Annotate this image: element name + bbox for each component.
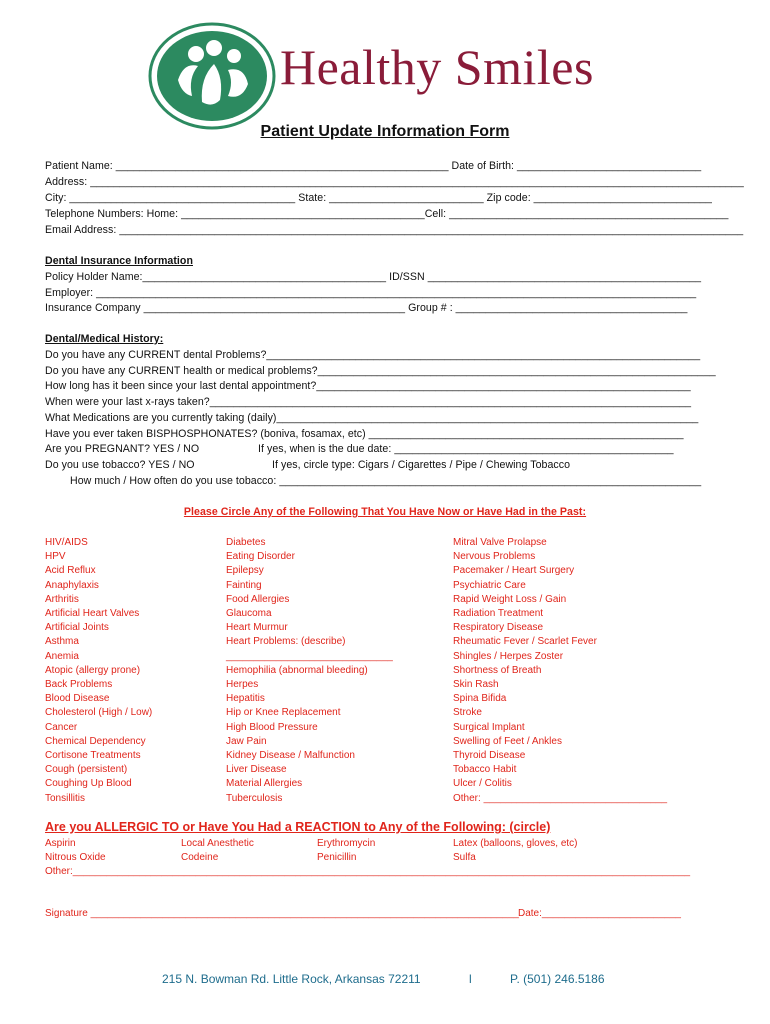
condition-item[interactable]: Tonsillitis xyxy=(45,792,86,804)
condition-item[interactable]: Surgical Implant xyxy=(453,721,525,733)
condition-item[interactable]: HPV xyxy=(45,551,66,563)
condition-item[interactable]: Asthma xyxy=(45,636,79,648)
allergy-item[interactable]: Penicillin xyxy=(317,852,357,863)
patient-name-line[interactable]: Patient Name: ________________________________________________________ Date of Birth: _______________________________ xyxy=(45,160,702,172)
condition-item[interactable]: Jaw Pain xyxy=(226,735,267,747)
condition-item[interactable]: Kidney Disease / Malfunction xyxy=(226,750,355,762)
history-q-dental[interactable]: Do you have any CURRENT dental Problems?_________________________________________________________________________ xyxy=(45,349,701,361)
employer-line[interactable]: Employer: _____________________________________________________________________________________________________ xyxy=(45,287,697,299)
condition-item[interactable]: Spina Bifida xyxy=(453,693,507,705)
history-q-tobacco-frequency[interactable]: How much / How often do you use tobacco: _______________________________________________________________________ xyxy=(70,475,702,487)
condition-item[interactable]: Hemophilia (abnormal bleeding) xyxy=(226,664,368,676)
allergy-other-line[interactable]: Other:_______________________________________________________________________________________________________________ xyxy=(45,866,691,877)
conditions-col-3 xyxy=(453,536,667,806)
history-q-health[interactable]: Do you have any CURRENT health or medical problems?___________________________________________________________________ xyxy=(45,365,716,377)
condition-item[interactable]: Swelling of Feet / Ankles xyxy=(453,735,562,747)
condition-item[interactable]: Tobacco Habit xyxy=(453,764,517,776)
history-q-xrays[interactable]: When were your last x-rays taken?_________________________________________________________________________________ xyxy=(45,396,692,408)
history-q-tobacco-type[interactable]: If yes, circle type: Cigars / Cigarettes / Pipe / Chewing Tobacco xyxy=(272,459,571,471)
healthy-smiles-logo xyxy=(148,22,276,130)
condition-item[interactable]: Anemia xyxy=(45,650,79,662)
condition-item[interactable]: Mitral Valve Prolapse xyxy=(453,537,547,548)
condition-describe-line[interactable]: ______________________________ xyxy=(226,650,393,662)
conditions-heading: Please Circle Any of the Following That You Have Now or Have Had in the Past: xyxy=(183,506,587,518)
condition-item[interactable]: Acid Reflux xyxy=(45,565,96,577)
condition-item[interactable]: Hepatitis xyxy=(226,693,265,705)
history-q-pregnant[interactable]: Are you PREGNANT? YES / NO xyxy=(45,443,200,455)
address-line[interactable]: Address: ______________________________________________________________________________________________________________ xyxy=(45,176,744,188)
conditions-col-2 xyxy=(226,536,393,806)
condition-item[interactable]: Fainting xyxy=(226,579,262,591)
condition-item[interactable]: Rheumatic Fever / Scarlet Fever xyxy=(453,636,597,648)
condition-item[interactable]: Cortisone Treatments xyxy=(45,750,141,762)
insurance-company-line[interactable]: Insurance Company ____________________________________________ Group # : _______________________________________ xyxy=(45,302,688,314)
footer-phone: P. (501) 246.5186 xyxy=(510,972,605,986)
condition-item[interactable]: Tuberculosis xyxy=(226,792,283,804)
condition-item[interactable]: Artificial Joints xyxy=(45,622,109,634)
footer-address: 215 N. Bowman Rd. Little Rock, Arkansas 72211 xyxy=(162,972,421,986)
allergy-item[interactable]: Nitrous Oxide xyxy=(45,852,106,863)
date-line[interactable]: Date:_________________________ xyxy=(518,908,681,919)
condition-item[interactable]: Anaphylaxis xyxy=(45,579,99,591)
form-title: Patient Update Information Form xyxy=(260,123,510,140)
brand-name: Healthy Smiles xyxy=(280,39,594,95)
condition-item[interactable]: Stroke xyxy=(453,707,482,719)
condition-item[interactable]: Thyroid Disease xyxy=(453,750,526,762)
condition-item[interactable]: Ulcer / Colitis xyxy=(453,778,512,790)
condition-other-line[interactable]: Other: _________________________________ xyxy=(453,792,668,804)
condition-item[interactable]: Artificial Heart Valves xyxy=(45,608,140,620)
condition-item[interactable]: Psychiatric Care xyxy=(453,579,526,591)
condition-item[interactable]: Shortness of Breath xyxy=(453,664,542,676)
policy-holder-line[interactable]: Policy Holder Name:_________________________________________ ID/SSN ______________________________________________ xyxy=(45,271,702,283)
condition-item[interactable]: Herpes xyxy=(226,679,259,691)
city-state-zip-line[interactable]: City: ______________________________________ State: __________________________ Zip code: ______________________________ xyxy=(45,192,712,204)
condition-item[interactable]: Chemical Dependency xyxy=(45,735,146,747)
allergy-item[interactable]: Local Anesthetic xyxy=(181,838,254,849)
condition-item[interactable]: Eating Disorder xyxy=(226,551,295,563)
condition-item[interactable]: Heart Murmur xyxy=(226,622,288,634)
history-q-bisphosphonates[interactable]: Have you ever taken BISPHOSPHONATES? (boniva, fosamax, etc) _____________________________________________________ xyxy=(45,428,684,440)
allergy-item[interactable]: Sulfa xyxy=(453,852,476,863)
condition-item[interactable]: Liver Disease xyxy=(226,764,287,776)
condition-item[interactable]: Glaucoma xyxy=(226,608,272,620)
condition-item[interactable]: Cough (persistent) xyxy=(45,764,128,776)
condition-item[interactable]: Blood Disease xyxy=(45,693,110,705)
condition-item[interactable]: Shingles / Herpes Zoster xyxy=(453,650,564,662)
history-q-due-date[interactable]: If yes, when is the due date: _______________________________________________ xyxy=(258,443,674,455)
condition-item[interactable]: Material Allergies xyxy=(226,778,303,790)
condition-item[interactable]: Cholesterol (High / Low) xyxy=(45,707,153,719)
condition-item[interactable]: Atopic (allergy prone) xyxy=(45,664,141,676)
allergy-item[interactable]: Codeine xyxy=(181,852,219,863)
condition-item[interactable]: Respiratory Disease xyxy=(453,622,544,634)
condition-item[interactable]: Back Problems xyxy=(45,679,113,691)
condition-item[interactable]: Hip or Knee Replacement xyxy=(226,707,341,719)
condition-item[interactable]: Coughing Up Blood xyxy=(45,778,132,790)
condition-item[interactable]: Pacemaker / Heart Surgery xyxy=(453,565,575,577)
insurance-heading: Dental Insurance Information xyxy=(45,255,193,267)
condition-item[interactable]: Food Allergies xyxy=(226,593,290,605)
email-line[interactable]: Email Address: _________________________________________________________________________________________________________ xyxy=(45,224,744,236)
condition-item[interactable]: Rapid Weight Loss / Gain xyxy=(453,593,567,605)
condition-item[interactable]: Epilepsy xyxy=(226,565,264,577)
condition-item[interactable]: Arthritis xyxy=(45,593,79,605)
telephone-line[interactable]: Telephone Numbers: Home: _________________________________________Cell: _______________________________________________ xyxy=(45,208,729,220)
history-q-tobacco[interactable]: Do you use tobacco? YES / NO xyxy=(45,459,195,471)
history-q-last-appointment[interactable]: How long has it been since your last dental appointment?_______________________________________________________________ xyxy=(45,380,691,392)
condition-item[interactable]: Nervous Problems xyxy=(453,551,536,563)
condition-item[interactable]: Heart Problems: (describe) xyxy=(226,636,346,648)
conditions-col-1 xyxy=(45,536,152,806)
condition-item[interactable]: Diabetes xyxy=(226,537,266,548)
allergy-item[interactable]: Aspirin xyxy=(45,838,76,849)
footer-separator: l xyxy=(469,972,472,986)
signature-line[interactable]: Signature _____________________________________________________________________________ xyxy=(45,908,519,919)
history-heading: Dental/Medical History: xyxy=(45,333,164,345)
allergies-heading: Are you ALLERGIC TO or Have You Had a REACTION to Any of the Following: (circle) xyxy=(45,820,551,834)
condition-item[interactable]: Skin Rash xyxy=(453,679,499,691)
condition-item[interactable]: Radiation Treatment xyxy=(453,608,544,620)
condition-item[interactable]: HIV/AIDS xyxy=(45,537,88,548)
condition-item[interactable]: High Blood Pressure xyxy=(226,721,318,733)
allergy-item[interactable]: Latex (balloons, gloves, etc) xyxy=(453,838,578,849)
allergy-item[interactable]: Erythromycin xyxy=(317,838,376,849)
history-q-medications[interactable]: What Medications are you currently taking (daily)_______________________________________________________________________ xyxy=(45,412,699,424)
condition-item[interactable]: Cancer xyxy=(45,721,78,733)
